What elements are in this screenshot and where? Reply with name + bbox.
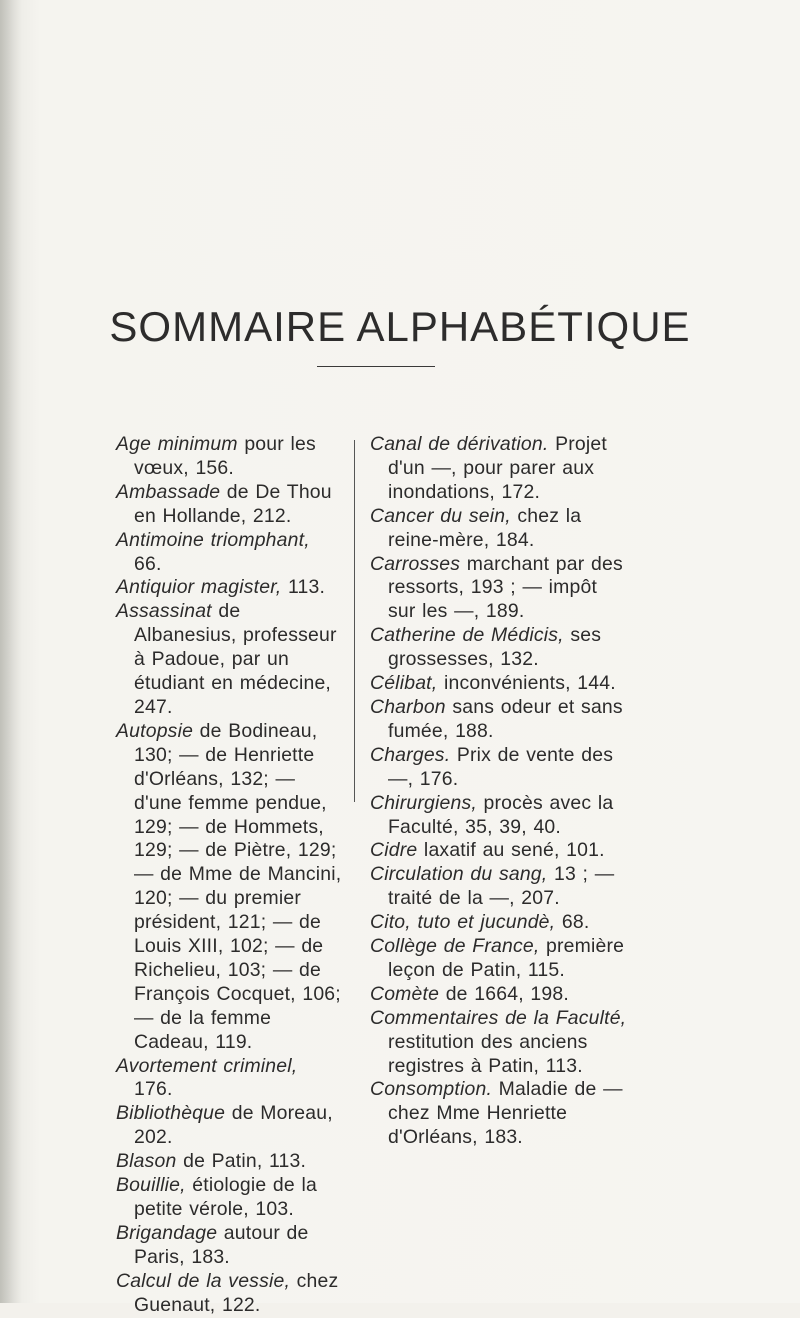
index-term: Age minimum xyxy=(116,433,238,455)
index-text: ses grossesses, 132. xyxy=(388,624,602,671)
index-column-left xyxy=(116,433,342,1318)
index-entry xyxy=(116,600,342,720)
index-entry xyxy=(370,672,628,696)
index-term: Catherine de Médicis, xyxy=(370,624,564,647)
index-entry xyxy=(370,624,628,672)
index-text: chez Guenaut, 122. xyxy=(134,1269,339,1316)
index-text: 113. xyxy=(281,576,326,599)
index-text: restitution des anciens registres à Patin, 113. xyxy=(388,1030,588,1077)
index-text: autour de Paris, 183. xyxy=(134,1221,309,1268)
index-entry xyxy=(370,863,628,911)
index-term: Commentaires de la Faculté, xyxy=(370,1006,627,1029)
index-entry xyxy=(370,744,628,792)
index-term: Brigandage xyxy=(116,1221,218,1244)
index-text: 13 ; — traité de la —, 207. xyxy=(388,863,615,910)
index-term: Charbon xyxy=(370,695,446,718)
index-text: de Bodineau, 130; — de Henriette d'Orléans, 132; — d'une femme pendue, 129; — de Hommets, 129; — de Piètre, 129; — de Mme de Mancini, 120; — du premier président, 121; — de Louis XIII, 102; — de Richelieu, 103; — de François Cocquet, 106; — de la femme Cadeau, 119. xyxy=(134,719,342,1053)
index-entry xyxy=(116,481,342,529)
index-entry xyxy=(116,1055,342,1103)
index-entry xyxy=(370,696,628,744)
index-term: Cancer du sein, xyxy=(370,504,511,527)
index-term: Calcul de la vessie, xyxy=(116,1269,291,1292)
index-entry xyxy=(370,911,628,935)
index-text: inconvénients, 144. xyxy=(437,672,616,695)
index-term: Bibliothèque xyxy=(116,1102,226,1125)
index-entry xyxy=(116,1174,342,1222)
index-term: Charges. xyxy=(370,743,451,766)
index-entry xyxy=(116,576,342,600)
index-term: Bouillie, xyxy=(116,1174,186,1197)
index-term: Carrosses xyxy=(370,552,461,575)
index-entry xyxy=(370,1007,628,1079)
index-text: de 1664, 198. xyxy=(439,982,569,1005)
index-term: Circulation du sang, xyxy=(370,863,548,886)
index-column-right xyxy=(370,433,628,1150)
index-text: première leçon de Patin, 115. xyxy=(388,935,625,981)
index-text: de Moreau, 202. xyxy=(134,1102,333,1149)
column-divider xyxy=(354,440,355,802)
index-term: Comète xyxy=(370,982,440,1005)
index-text: de De Thou en Hollande, 212. xyxy=(134,480,332,527)
index-term: Canal de dérivation. xyxy=(370,433,549,455)
index-entry xyxy=(116,1270,342,1318)
page-title: SOMMAIRE ALPHABÉTIQUE xyxy=(109,303,691,351)
index-entry xyxy=(116,1102,342,1150)
index-term: Ambassade xyxy=(116,480,221,503)
index-text: procès avec la Faculté, 35, 39, 40. xyxy=(388,791,614,838)
index-text: 66. xyxy=(134,552,162,575)
index-entry xyxy=(370,792,628,840)
index-entry xyxy=(116,433,342,481)
index-term: Collège de France, xyxy=(370,935,540,958)
index-text: marchant par des ressorts, 193 ; — impôt sur les —, 189. xyxy=(388,552,623,623)
index-entry xyxy=(370,935,628,983)
index-term: Assassinat xyxy=(116,600,212,623)
index-term: Autopsie xyxy=(116,719,194,742)
index-entry xyxy=(370,553,628,625)
index-text: de Patin, 113. xyxy=(176,1150,307,1173)
index-text: sans odeur et sans fumée, 188. xyxy=(388,695,623,742)
index-text: Maladie de — chez Mme Henriette d'Orléans, 183. xyxy=(388,1078,623,1149)
index-entry xyxy=(116,1222,342,1270)
index-text: étiologie de la petite vérole, 103. xyxy=(134,1174,317,1220)
index-text: chez la reine-mère, 184. xyxy=(388,504,582,551)
index-term: Antiquior magister, xyxy=(116,576,282,599)
title-rule xyxy=(317,366,435,367)
index-term: Célibat, xyxy=(370,672,438,695)
index-entry xyxy=(370,433,628,505)
page-spine-shadow xyxy=(0,0,22,1303)
index-entry xyxy=(116,720,342,1055)
index-term: Consomption. xyxy=(370,1078,493,1101)
index-term: Blason xyxy=(116,1150,177,1173)
index-entry xyxy=(370,839,628,863)
index-entry xyxy=(370,1078,628,1150)
index-text: Projet d'un —, pour parer aux inondations, 172. xyxy=(388,433,607,503)
index-term: Avortement criminel, xyxy=(116,1054,298,1077)
index-entry xyxy=(370,983,628,1007)
index-entry xyxy=(116,1150,342,1174)
index-term: Cito, tuto et jucundè, xyxy=(370,911,556,934)
index-entry xyxy=(370,505,628,553)
index-term: Chirurgiens, xyxy=(370,791,477,814)
index-term: Antimoine triomphant, xyxy=(116,528,310,551)
index-text: 68. xyxy=(555,911,590,934)
index-text: Prix de vente des —, 176. xyxy=(388,743,614,790)
index-entry xyxy=(116,529,342,577)
index-text: 176. xyxy=(134,1078,173,1101)
index-text: de Albanesius, professeur à Padoue, par un étudiant en médecine, 247. xyxy=(134,600,337,718)
index-term: Cidre xyxy=(370,839,418,862)
index-text: laxatif au sené, 101. xyxy=(417,839,605,862)
index-text: pour les vœux, 156. xyxy=(134,433,316,479)
